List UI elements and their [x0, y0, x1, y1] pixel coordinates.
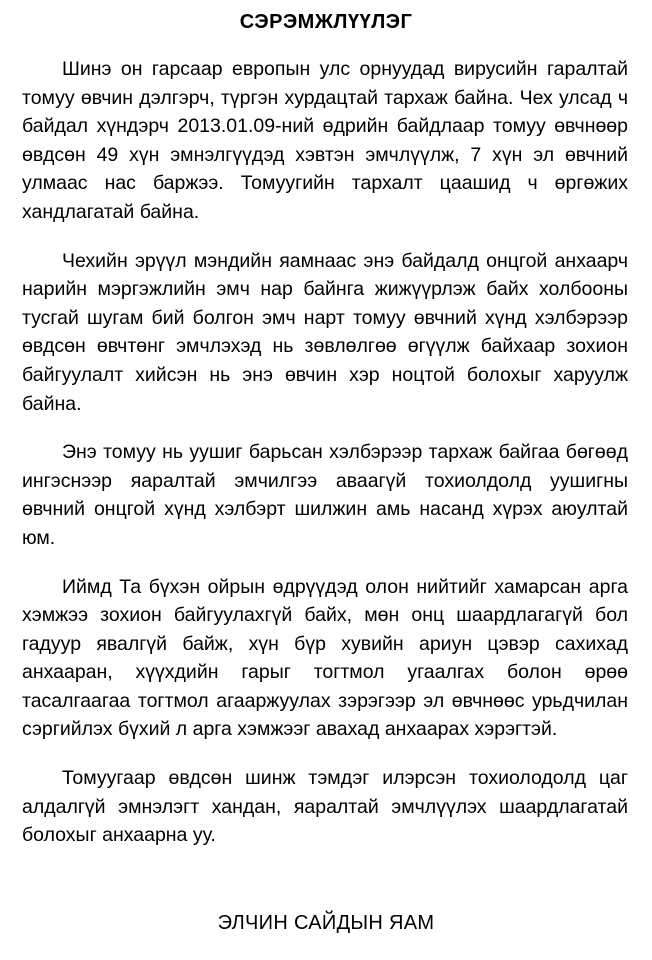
document-body	[22, 55, 628, 870]
paragraph-ministry-response: Чехийн эрүүл мэндийн яамнаас энэ байдалд онцгой анхаарч нарийн мэргэжлийн эмч нар байнга жижүүрлэж байх холбооны тусгай шугам бий болгон эмч нарт томуу өвчний хүнд хэлбэрээр өвдсөн өвчтөнг эмчлэхэд нь зөвлөлгөө өгүүлж байхаар зохион байгуулалт хийсэн нь энэ өвчин хэр ноцтой болохыг харуулж байна.	[22, 249, 628, 415]
document-title: СЭРЭМЖЛҮҮЛЭГ	[239, 11, 413, 33]
paragraph-precautions: Иймд Та бүхэн ойрын өдрүүдэд олон нийтийг хамарсан арга хэмжээ зохион байгуулахгүй байх, мөн онц шаардлагагүй бол гадуур явалгүй байж, хүн бүр хувийн ариун цэвэр сахихад анхааран, хүүхдийн гарыг тогтмол угаалгах болон өрөө тасалгаагаа тогтмол агааржуулах зэрэгээр эл өвчнөөс урьдчилан сэргийлэх бүхий л арга хэмжээг авахад анхаарах хэрэгтэй.	[22, 575, 628, 741]
paragraph-seek-treatment: Томуугаар өвдсөн шинж тэмдэг илэрсэн тохиолодолд цаг алдалгүй эмнэлэгт хандан, яаралтай эмчлүүлэх шаардлагатай болохыг анхаарна уу.	[22, 767, 628, 847]
paragraph-outbreak: Шинэ он гарсаар европын улс орнуудад вирусийн гаралтай томуу өвчин дэлгэрч, түргэн хурдацтай тархаж байна. Чех улсад ч байдал хүндэрч 2013.01.09-ний өдрийн байдлаар томуу өвчнөөр өвдсөн 49 хүн эмнэлгүүдэд хэвтэн эмчлүүлж, 7 хүн эл өвчний улмаас нас баржээ. Томуугийн тархалт цаашид ч өргөжих хандлагатай байна.	[22, 58, 628, 223]
signature-embassy: ЭЛЧИН САЙДЫН ЯАМ	[217, 912, 435, 934]
paragraph-pneumonia-risk: Энэ томуу нь уушиг барьсан хэлбэрээр тархаж байгаа бөгөөд ингэснээр яаралтай эмчилгээ аваагүй тохиолдолд уушигны өвчний онцгой хүнд хэлбэрт шилжин амь насанд хүрэх аюултай юм.	[22, 441, 628, 549]
